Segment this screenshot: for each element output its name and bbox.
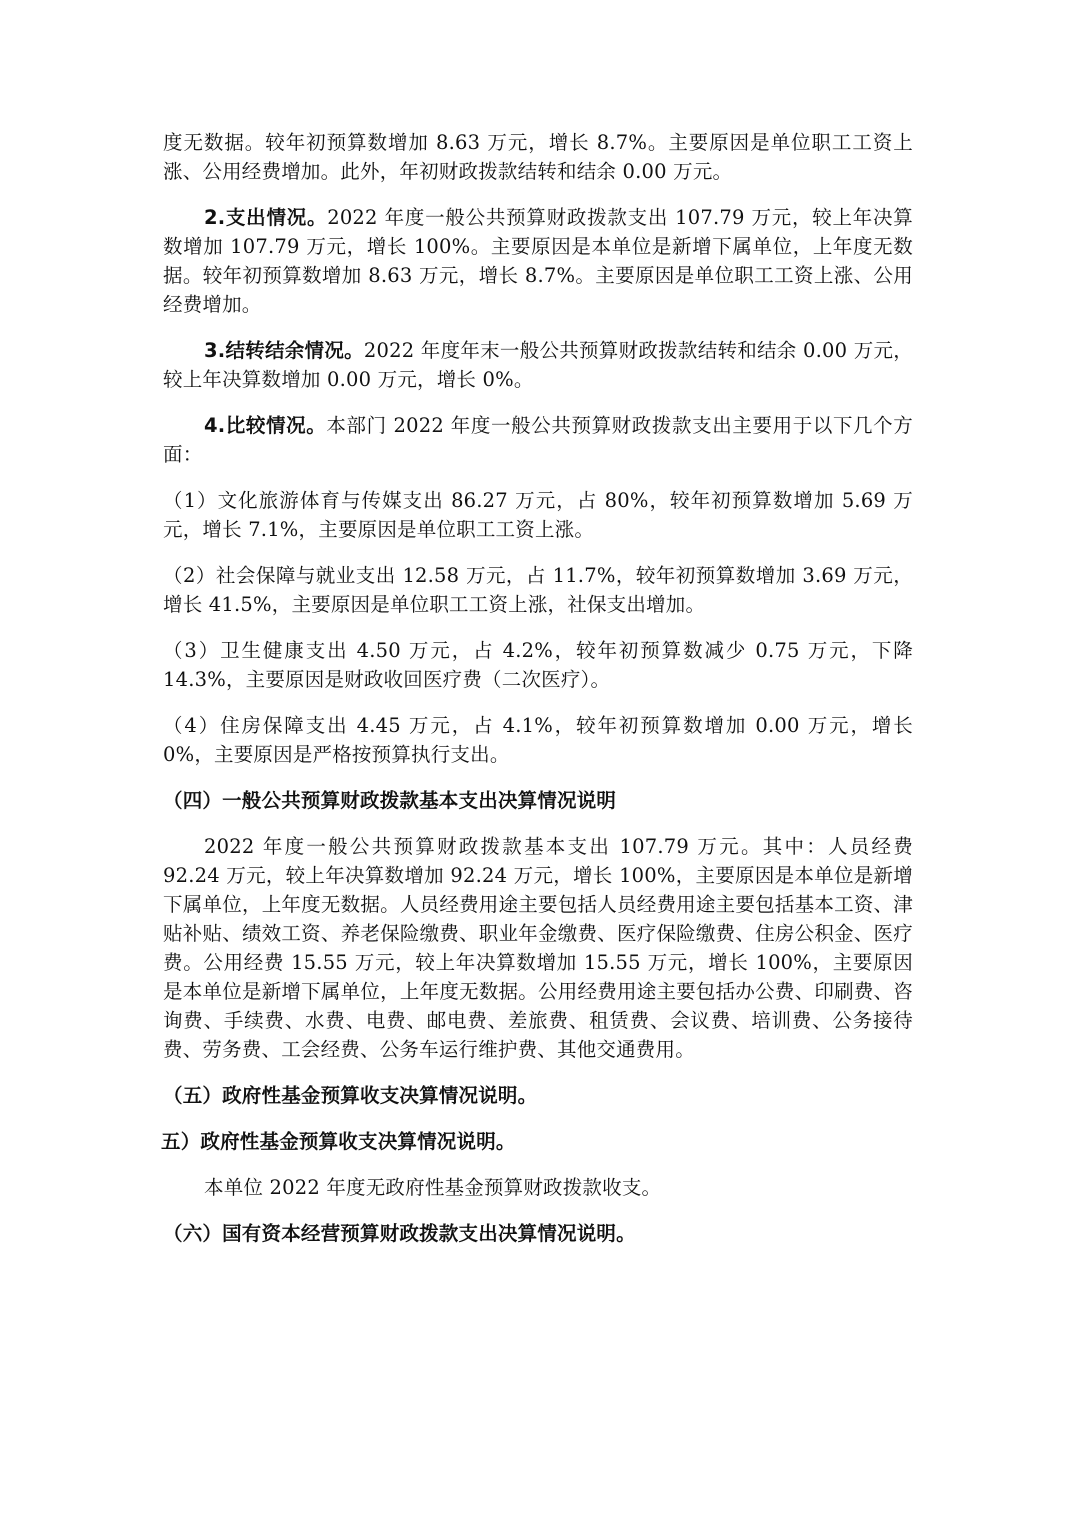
section-heading: （五）政府性基金预算收支决算情况说明。: [163, 1084, 538, 1107]
paragraph-expenditure: [163, 203, 913, 319]
list-item: （1）文化旅游体育与传媒支出 86.27 万元，占 80%，较年初预算数增加 5.69 万元，增长 7.1%，主要原因是单位职工工资上涨。: [163, 489, 913, 541]
paragraph-text: 2022 年度年末一般公共预算财政拨款结转和结余 0.00 万元，较上年决算数增加 0.00 万元，增长 0%。: [163, 339, 913, 391]
paragraph-text: 2022 年度一般公共预算财政拨款支出 107.79 万元，较上年决算数增加 107.79 万元，增长 100%。主要原因是本单位是新增下属单位，上年度无数据。较年初预算数增加 8.63 万元，增长 8.7%。主要原因是单位职工工资上涨、公用经费增加。: [163, 206, 913, 316]
document-page: [163, 128, 913, 1248]
paragraph-text: 本部门 2022 年度一般公共预算财政拨款支出主要用于以下几个方面：: [163, 414, 913, 466]
section-heading: （六）国有资本经营预算财政拨款支出决算情况说明。: [163, 1222, 636, 1245]
section-heading: 五）政府性基金预算收支决算情况说明。: [161, 1130, 516, 1153]
paragraph-comparison: [163, 411, 913, 469]
paragraph-basic-expenditure: 2022 年度一般公共预算财政拨款基本支出 107.79 万元。其中：人员经费 92.24 万元，较上年决算数增加 92.24 万元，增长 100%，主要原因是本单位是新增下属单位，上年度无数据。人员经费用途主要包括人员经费用途主要包括基本工资、津贴补贴、绩效工资、养老保险缴费、职业年金缴费、医疗保险缴费、住房公积金、医疗费。公用经费 15.55 万元，较上年决算数增加 15.55 万元，增长 100%，主要原因是本单位是新增下属单位，上年度无数据。公用经费用途主要包括办公费、印刷费、咨询费、手续费、水费、电费、邮电费、差旅费、租赁费、会议费、培训费、公务接待费、劳务费、工会经费、公务车运行维护费、其他交通费用。: [163, 835, 913, 1061]
paragraph-fund: 本单位 2022 年度无政府性基金预算财政拨款收支。: [204, 1176, 662, 1199]
list-item: （2）社会保障与就业支出 12.58 万元，占 11.7%，较年初预算数增加 3.69 万元，增长 41.5%，主要原因是单位职工工资上涨，社保支出增加。: [163, 564, 913, 616]
paragraph-carryover: [163, 336, 913, 394]
list-item: （4）住房保障支出 4.45 万元，占 4.1%，较年初预算数增加 0.00 万元，增长 0%，主要原因是严格按预算执行支出。: [163, 714, 913, 766]
paragraph-lead: 3.结转结余情况。: [204, 339, 364, 362]
paragraph-lead: 2.支出情况。: [204, 206, 328, 229]
paragraph-lead: 4.比较情况。: [204, 414, 327, 437]
list-item: （3）卫生健康支出 4.50 万元，占 4.2%，较年初预算数减少 0.75 万元，下降 14.3%，主要原因是财政收回医疗费（二次医疗）。: [163, 639, 913, 691]
paragraph-continuation: 度无数据。较年初预算数增加 8.63 万元，增长 8.7%。主要原因是单位职工工资上涨、公用经费增加。此外，年初财政拨款结转和结余 0.00 万元。: [163, 131, 913, 183]
section-heading: （四）一般公共预算财政拨款基本支出决算情况说明: [163, 789, 617, 812]
